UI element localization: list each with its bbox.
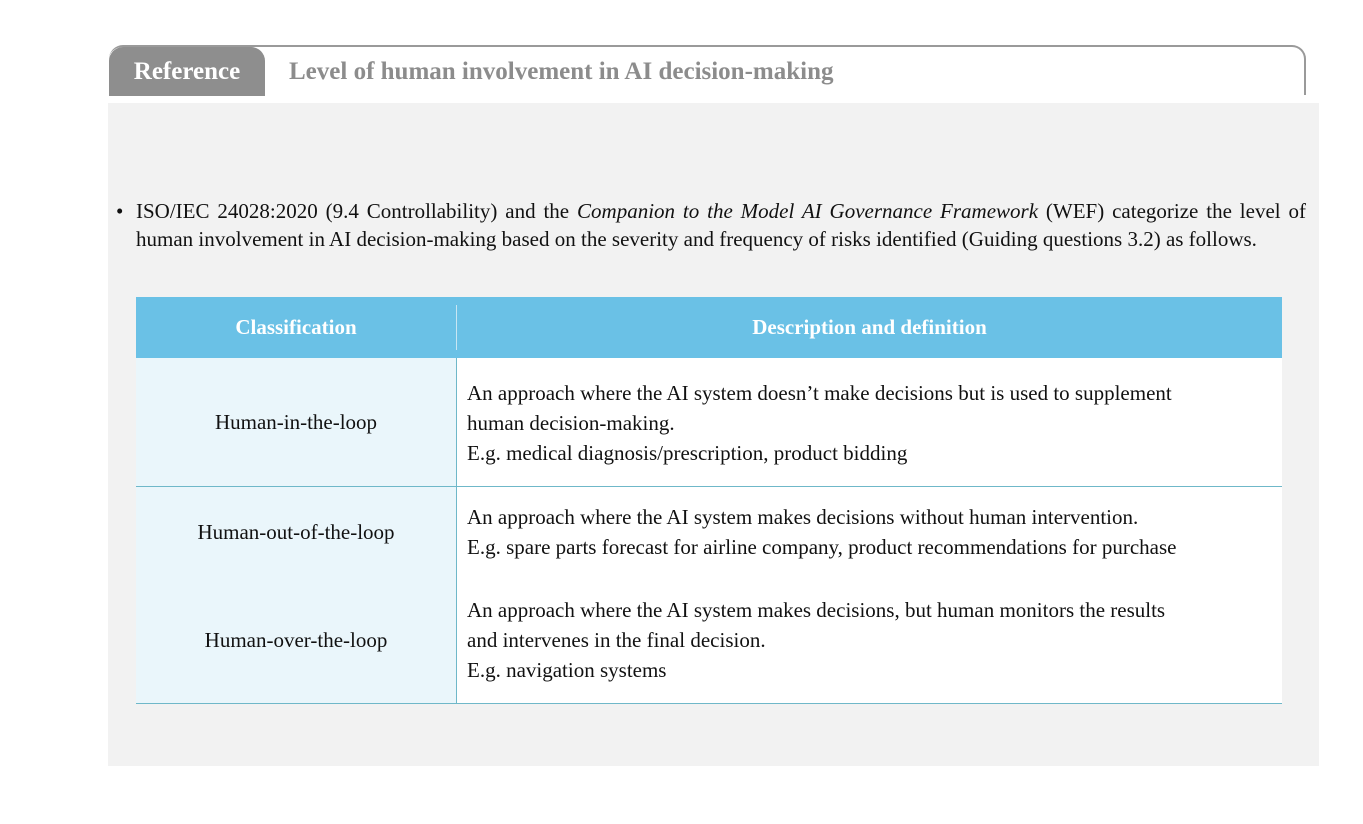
table-row — [136, 577, 1282, 704]
bullet: • — [116, 199, 124, 223]
header-title: Level of human involvement in AI decision-making — [289, 58, 834, 85]
intro-text-after: (WEF) categorize the level of human involvement in AI decision-making based on the severity and frequency of risks identified (Guiding questions 3.2) as follows. — [136, 199, 1306, 251]
table-row — [136, 358, 1282, 486]
description-cell — [457, 358, 1282, 486]
classification-cell: Human-over-the-loop — [136, 577, 457, 703]
description-line: An approach where the AI system makes decisions, but human monitors the results — [467, 598, 1166, 622]
classification-cell: Human-in-the-loop — [136, 358, 457, 486]
intro-text-italic: Companion to the Model AI Governance Framework — [577, 199, 1039, 223]
column-header-description: Description and definition — [752, 315, 987, 339]
description-line: E.g. medical diagnosis/prescription, product bidding — [467, 441, 908, 465]
description-line: An approach where the AI system doesn’t make decisions but is used to supplement — [467, 381, 1172, 405]
column-header-classification: Classification — [136, 305, 457, 350]
intro-paragraph — [116, 197, 1306, 253]
intro-text — [136, 197, 1306, 253]
description-cell — [457, 577, 1282, 703]
description-line: E.g. spare parts forecast for airline company, product recommendations for purchase — [467, 535, 1177, 559]
description-line: E.g. navigation systems — [467, 658, 667, 682]
description-line: An approach where the AI system makes decisions without human intervention. — [467, 505, 1139, 529]
table-header — [136, 297, 1282, 358]
classification-cell: Human-out-of-the-loop — [136, 487, 457, 577]
reference-header — [109, 45, 1308, 95]
description-line: and intervenes in the final decision. — [467, 628, 766, 652]
intro-text-before: ISO/IEC 24028:2020 (9.4 Controllability) and the — [136, 199, 578, 223]
involvement-table — [136, 297, 1282, 704]
description-line: human decision-making. — [467, 411, 675, 435]
reference-tab: Reference — [109, 47, 265, 96]
table-row — [136, 486, 1282, 577]
description-cell — [457, 487, 1282, 577]
